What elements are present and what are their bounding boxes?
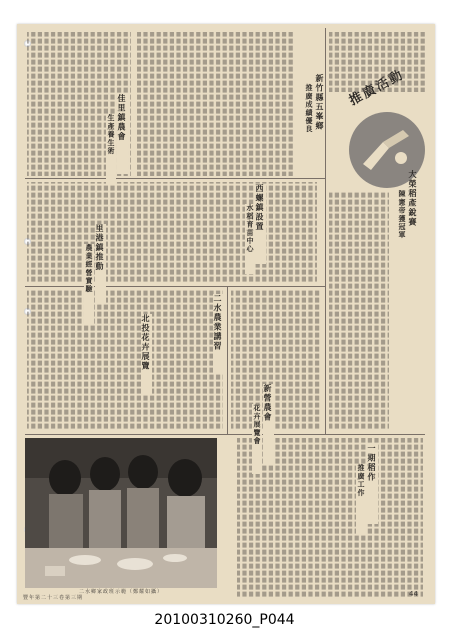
photo-cooking-demonstration (25, 438, 217, 588)
article-subtitle: 推廣工作 (356, 464, 366, 534)
article-title: 里港鎮推動 (95, 224, 106, 304)
article-subtitle: 農業經營實驗 (84, 244, 94, 324)
article-subtitle: 花卉展覽會 (252, 404, 262, 474)
article-subtitle: 生產養生術 (106, 114, 116, 184)
article-title: 北投花卉展覽 (141, 314, 152, 394)
issue-footer: 豐年第二十三卷第三期 (23, 595, 84, 601)
article-subtitle: 水稻育苗中心 (245, 204, 255, 274)
photo-image (25, 438, 217, 588)
article-title: 佳里鎮農會 (117, 94, 128, 174)
magazine-page (17, 24, 435, 604)
page-number: 44 (409, 590, 418, 598)
article-subtitle: 推廣成績優良 (305, 84, 314, 134)
article-title: 二水農業講習 (213, 294, 224, 374)
article-subtitle: 陳憲帝獲冠軍 (398, 190, 407, 240)
article-title: 新竹縣五峯鄉 (315, 74, 325, 131)
article-title: 一期稻作 (367, 444, 378, 524)
article-title: 新營農會 (263, 384, 274, 464)
photo-caption: 二水鄉家政班示範（鄭耀如攝） (78, 589, 163, 595)
image-id-label: 20100310260_P044 (154, 612, 295, 628)
article-title: 西螺鎮設置 (255, 184, 266, 264)
article-title: 大榮稻產銳賽 (408, 170, 418, 227)
